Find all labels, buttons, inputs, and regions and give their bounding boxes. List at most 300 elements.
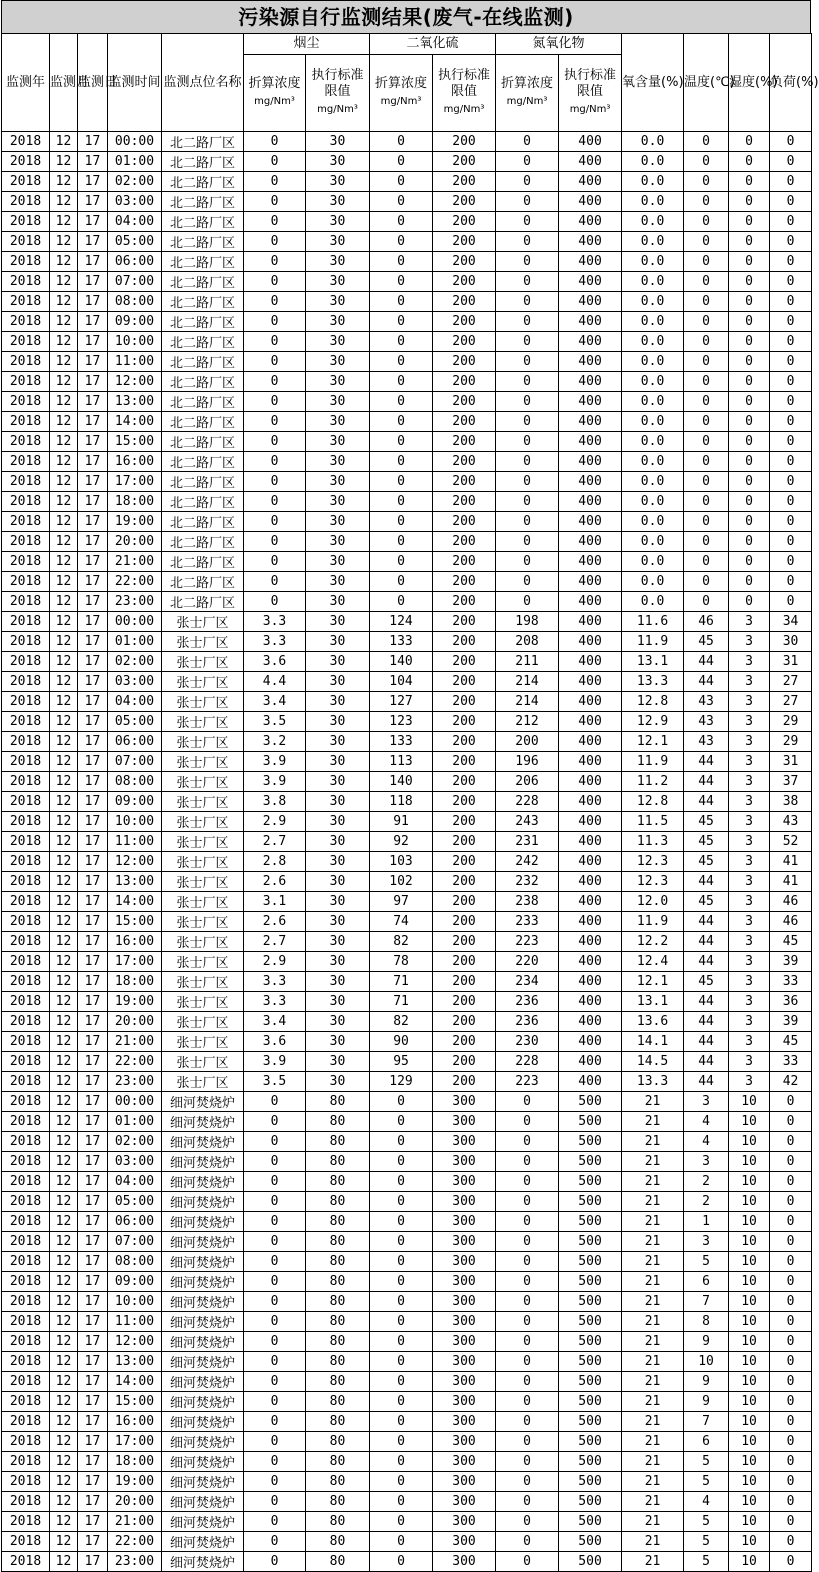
cell-dust-limit: 80 bbox=[306, 1492, 370, 1512]
cell-temp: 0 bbox=[684, 172, 729, 192]
cell-year: 2018 bbox=[2, 1152, 50, 1172]
cell-dust-conc: 3.6 bbox=[244, 652, 306, 672]
cell-temp: 0 bbox=[684, 232, 729, 252]
cell-point: 细河焚烧炉 bbox=[162, 1472, 244, 1492]
cell-humidity: 0 bbox=[729, 412, 770, 432]
cell-temp: 0 bbox=[684, 552, 729, 572]
cell-dust-limit: 80 bbox=[306, 1552, 370, 1572]
header-unit: mg/Nm³ bbox=[254, 96, 295, 107]
cell-dust-conc: 0 bbox=[244, 1412, 306, 1432]
cell-year: 2018 bbox=[2, 1332, 50, 1352]
table-row bbox=[2, 1092, 812, 1112]
cell-load: 27 bbox=[770, 692, 812, 712]
cell-dust-conc: 0 bbox=[244, 592, 306, 612]
cell-nox-conc: 0 bbox=[496, 1392, 559, 1412]
cell-nox-limit: 400 bbox=[559, 732, 622, 752]
cell-nox-limit: 500 bbox=[559, 1492, 622, 1512]
cell-so2-limit: 200 bbox=[433, 792, 496, 812]
cell-so2-limit: 200 bbox=[433, 852, 496, 872]
cell-oxygen: 0.0 bbox=[622, 152, 684, 172]
cell-dust-limit: 30 bbox=[306, 432, 370, 452]
cell-time: 13:00 bbox=[108, 872, 162, 892]
cell-dust-limit: 80 bbox=[306, 1152, 370, 1172]
cell-dust-limit: 80 bbox=[306, 1532, 370, 1552]
cell-oxygen: 21 bbox=[622, 1412, 684, 1432]
cell-year: 2018 bbox=[2, 1092, 50, 1112]
cell-so2-conc: 78 bbox=[370, 952, 433, 972]
cell-month: 12 bbox=[50, 952, 78, 972]
cell-humidity: 3 bbox=[729, 612, 770, 632]
cell-dust-conc: 3.3 bbox=[244, 612, 306, 632]
cell-year: 2018 bbox=[2, 1372, 50, 1392]
cell-day: 17 bbox=[78, 1292, 108, 1312]
cell-time: 18:00 bbox=[108, 1452, 162, 1472]
cell-point: 细河焚烧炉 bbox=[162, 1532, 244, 1552]
cell-load: 0 bbox=[770, 392, 812, 412]
cell-so2-conc: 92 bbox=[370, 832, 433, 852]
cell-dust-conc: 0 bbox=[244, 1092, 306, 1112]
cell-nox-conc: 196 bbox=[496, 752, 559, 772]
table-row bbox=[2, 1152, 812, 1172]
table-row bbox=[2, 472, 812, 492]
cell-nox-conc: 0 bbox=[496, 392, 559, 412]
cell-humidity: 0 bbox=[729, 172, 770, 192]
cell-dust-limit: 30 bbox=[306, 172, 370, 192]
cell-so2-conc: 102 bbox=[370, 872, 433, 892]
cell-oxygen: 14.1 bbox=[622, 1032, 684, 1052]
cell-month: 12 bbox=[50, 592, 78, 612]
cell-oxygen: 0.0 bbox=[622, 392, 684, 412]
cell-load: 38 bbox=[770, 792, 812, 812]
cell-oxygen: 0.0 bbox=[622, 452, 684, 472]
cell-month: 12 bbox=[50, 1232, 78, 1252]
cell-time: 07:00 bbox=[108, 752, 162, 772]
cell-temp: 5 bbox=[684, 1512, 729, 1532]
cell-nox-limit: 500 bbox=[559, 1212, 622, 1232]
cell-temp: 44 bbox=[684, 1072, 729, 1092]
cell-dust-conc: 0 bbox=[244, 1292, 306, 1312]
cell-year: 2018 bbox=[2, 1292, 50, 1312]
cell-year: 2018 bbox=[2, 1412, 50, 1432]
cell-humidity: 3 bbox=[729, 1072, 770, 1092]
cell-so2-conc: 133 bbox=[370, 732, 433, 752]
cell-humidity: 10 bbox=[729, 1212, 770, 1232]
cell-day: 17 bbox=[78, 512, 108, 532]
cell-oxygen: 21 bbox=[622, 1312, 684, 1332]
cell-month: 12 bbox=[50, 772, 78, 792]
cell-time: 17:00 bbox=[108, 472, 162, 492]
cell-so2-limit: 200 bbox=[433, 372, 496, 392]
cell-month: 12 bbox=[50, 1072, 78, 1092]
report-page bbox=[1, 0, 819, 1572]
cell-month: 12 bbox=[50, 1312, 78, 1332]
cell-dust-conc: 2.6 bbox=[244, 872, 306, 892]
cell-point: 细河焚烧炉 bbox=[162, 1492, 244, 1512]
cell-month: 12 bbox=[50, 1212, 78, 1232]
cell-point: 北二路厂区 bbox=[162, 212, 244, 232]
header-conc-label: 折算浓度 bbox=[248, 76, 301, 91]
cell-month: 12 bbox=[50, 1052, 78, 1072]
cell-humidity: 3 bbox=[729, 852, 770, 872]
cell-so2-limit: 300 bbox=[433, 1432, 496, 1452]
cell-humidity: 10 bbox=[729, 1312, 770, 1332]
cell-so2-conc: 104 bbox=[370, 672, 433, 692]
cell-nox-conc: 0 bbox=[496, 1092, 559, 1112]
cell-nox-conc: 234 bbox=[496, 972, 559, 992]
cell-dust-limit: 30 bbox=[306, 612, 370, 632]
cell-time: 21:00 bbox=[108, 552, 162, 572]
cell-nox-limit: 400 bbox=[559, 572, 622, 592]
cell-point: 北二路厂区 bbox=[162, 152, 244, 172]
cell-so2-conc: 0 bbox=[370, 1292, 433, 1312]
cell-nox-conc: 0 bbox=[496, 1532, 559, 1552]
cell-time: 22:00 bbox=[108, 1052, 162, 1072]
cell-nox-conc: 0 bbox=[496, 1292, 559, 1312]
cell-day: 17 bbox=[78, 592, 108, 612]
cell-oxygen: 0.0 bbox=[622, 492, 684, 512]
cell-dust-limit: 30 bbox=[306, 552, 370, 572]
cell-day: 17 bbox=[78, 672, 108, 692]
cell-year: 2018 bbox=[2, 1272, 50, 1292]
cell-dust-limit: 80 bbox=[306, 1212, 370, 1232]
cell-so2-conc: 0 bbox=[370, 252, 433, 272]
cell-nox-conc: 0 bbox=[496, 572, 559, 592]
cell-year: 2018 bbox=[2, 892, 50, 912]
cell-month: 12 bbox=[50, 1512, 78, 1532]
cell-point: 细河焚烧炉 bbox=[162, 1232, 244, 1252]
cell-month: 12 bbox=[50, 1012, 78, 1032]
table-row bbox=[2, 392, 812, 412]
cell-nox-conc: 223 bbox=[496, 932, 559, 952]
cell-so2-conc: 0 bbox=[370, 552, 433, 572]
cell-dust-limit: 30 bbox=[306, 272, 370, 292]
cell-so2-conc: 71 bbox=[370, 972, 433, 992]
cell-oxygen: 21 bbox=[622, 1172, 684, 1192]
header-conc-label: 折算浓度 bbox=[501, 76, 554, 91]
table-row bbox=[2, 632, 812, 652]
cell-temp: 0 bbox=[684, 592, 729, 612]
cell-oxygen: 0.0 bbox=[622, 352, 684, 372]
cell-nox-conc: 0 bbox=[496, 1312, 559, 1332]
cell-month: 12 bbox=[50, 692, 78, 712]
table-row bbox=[2, 1332, 812, 1352]
cell-year: 2018 bbox=[2, 1112, 50, 1132]
cell-temp: 0 bbox=[684, 572, 729, 592]
cell-so2-limit: 200 bbox=[433, 532, 496, 552]
cell-load: 0 bbox=[770, 1232, 812, 1252]
cell-oxygen: 0.0 bbox=[622, 232, 684, 252]
cell-load: 42 bbox=[770, 1072, 812, 1092]
cell-day: 17 bbox=[78, 892, 108, 912]
cell-load: 0 bbox=[770, 1192, 812, 1212]
cell-nox-conc: 0 bbox=[496, 1212, 559, 1232]
cell-dust-conc: 3.4 bbox=[244, 1012, 306, 1032]
cell-load: 0 bbox=[770, 1212, 812, 1232]
cell-so2-limit: 200 bbox=[433, 132, 496, 152]
cell-temp: 0 bbox=[684, 132, 729, 152]
cell-day: 17 bbox=[78, 1352, 108, 1372]
cell-point: 张士厂区 bbox=[162, 792, 244, 812]
cell-nox-conc: 228 bbox=[496, 792, 559, 812]
cell-so2-conc: 0 bbox=[370, 212, 433, 232]
cell-time: 01:00 bbox=[108, 152, 162, 172]
cell-month: 12 bbox=[50, 1112, 78, 1132]
cell-dust-limit: 80 bbox=[306, 1292, 370, 1312]
cell-oxygen: 21 bbox=[622, 1352, 684, 1372]
cell-month: 12 bbox=[50, 1392, 78, 1412]
cell-dust-limit: 80 bbox=[306, 1172, 370, 1192]
cell-month: 12 bbox=[50, 892, 78, 912]
cell-so2-limit: 200 bbox=[433, 972, 496, 992]
cell-year: 2018 bbox=[2, 732, 50, 752]
cell-so2-limit: 200 bbox=[433, 692, 496, 712]
cell-day: 17 bbox=[78, 1232, 108, 1252]
cell-oxygen: 21 bbox=[622, 1272, 684, 1292]
cell-dust-limit: 80 bbox=[306, 1512, 370, 1532]
cell-dust-limit: 30 bbox=[306, 452, 370, 472]
cell-time: 23:00 bbox=[108, 1072, 162, 1092]
cell-load: 0 bbox=[770, 1472, 812, 1492]
cell-time: 08:00 bbox=[108, 292, 162, 312]
cell-month: 12 bbox=[50, 752, 78, 772]
cell-point: 北二路厂区 bbox=[162, 452, 244, 472]
cell-time: 15:00 bbox=[108, 432, 162, 452]
cell-time: 14:00 bbox=[108, 1372, 162, 1392]
cell-temp: 44 bbox=[684, 772, 729, 792]
cell-so2-conc: 0 bbox=[370, 1432, 433, 1452]
cell-oxygen: 12.4 bbox=[622, 952, 684, 972]
cell-point: 张士厂区 bbox=[162, 1012, 244, 1032]
cell-so2-limit: 300 bbox=[433, 1232, 496, 1252]
cell-so2-conc: 0 bbox=[370, 1152, 433, 1172]
header-dust-conc bbox=[244, 55, 306, 132]
cell-so2-limit: 200 bbox=[433, 712, 496, 732]
cell-load: 39 bbox=[770, 952, 812, 972]
cell-dust-conc: 3.3 bbox=[244, 972, 306, 992]
cell-point: 张士厂区 bbox=[162, 1032, 244, 1052]
cell-oxygen: 21 bbox=[622, 1212, 684, 1232]
cell-year: 2018 bbox=[2, 1172, 50, 1192]
cell-oxygen: 0.0 bbox=[622, 292, 684, 312]
cell-dust-limit: 80 bbox=[306, 1192, 370, 1212]
cell-so2-limit: 300 bbox=[433, 1452, 496, 1472]
cell-nox-conc: 0 bbox=[496, 292, 559, 312]
cell-temp: 44 bbox=[684, 1032, 729, 1052]
cell-load: 0 bbox=[770, 592, 812, 612]
cell-humidity: 10 bbox=[729, 1132, 770, 1152]
cell-day: 17 bbox=[78, 1392, 108, 1412]
cell-so2-conc: 0 bbox=[370, 472, 433, 492]
cell-year: 2018 bbox=[2, 552, 50, 572]
cell-humidity: 0 bbox=[729, 512, 770, 532]
cell-nox-limit: 500 bbox=[559, 1172, 622, 1192]
cell-so2-conc: 82 bbox=[370, 932, 433, 952]
cell-time: 05:00 bbox=[108, 1192, 162, 1212]
table-row bbox=[2, 152, 812, 172]
cell-nox-limit: 500 bbox=[559, 1112, 622, 1132]
cell-temp: 7 bbox=[684, 1292, 729, 1312]
cell-load: 0 bbox=[770, 352, 812, 372]
cell-dust-conc: 0 bbox=[244, 252, 306, 272]
cell-oxygen: 0.0 bbox=[622, 212, 684, 232]
cell-day: 17 bbox=[78, 432, 108, 452]
cell-load: 0 bbox=[770, 1452, 812, 1472]
cell-so2-limit: 200 bbox=[433, 1012, 496, 1032]
cell-time: 02:00 bbox=[108, 1132, 162, 1152]
cell-load: 0 bbox=[770, 1412, 812, 1432]
cell-oxygen: 0.0 bbox=[622, 572, 684, 592]
table-row bbox=[2, 952, 812, 972]
cell-temp: 0 bbox=[684, 512, 729, 532]
cell-dust-conc: 0 bbox=[244, 1472, 306, 1492]
cell-day: 17 bbox=[78, 912, 108, 932]
cell-temp: 0 bbox=[684, 492, 729, 512]
cell-day: 17 bbox=[78, 1312, 108, 1332]
cell-load: 46 bbox=[770, 912, 812, 932]
cell-oxygen: 0.0 bbox=[622, 552, 684, 572]
cell-time: 09:00 bbox=[108, 312, 162, 332]
cell-temp: 0 bbox=[684, 412, 729, 432]
cell-so2-limit: 200 bbox=[433, 412, 496, 432]
cell-humidity: 0 bbox=[729, 452, 770, 472]
cell-so2-conc: 0 bbox=[370, 352, 433, 372]
cell-point: 细河焚烧炉 bbox=[162, 1452, 244, 1472]
cell-point: 北二路厂区 bbox=[162, 312, 244, 332]
cell-year: 2018 bbox=[2, 312, 50, 332]
cell-temp: 1 bbox=[684, 1212, 729, 1232]
cell-so2-limit: 200 bbox=[433, 172, 496, 192]
cell-dust-conc: 3.2 bbox=[244, 732, 306, 752]
cell-so2-limit: 200 bbox=[433, 812, 496, 832]
cell-year: 2018 bbox=[2, 1212, 50, 1232]
table-row bbox=[2, 252, 812, 272]
cell-nox-conc: 0 bbox=[496, 372, 559, 392]
cell-dust-conc: 0 bbox=[244, 352, 306, 372]
cell-load: 0 bbox=[770, 1532, 812, 1552]
cell-nox-conc: 0 bbox=[496, 332, 559, 352]
cell-humidity: 10 bbox=[729, 1452, 770, 1472]
cell-year: 2018 bbox=[2, 492, 50, 512]
table-row bbox=[2, 1192, 812, 1212]
table-row bbox=[2, 1052, 812, 1072]
cell-nox-conc: 0 bbox=[496, 132, 559, 152]
cell-so2-conc: 0 bbox=[370, 1192, 433, 1212]
table-row bbox=[2, 272, 812, 292]
cell-time: 10:00 bbox=[108, 812, 162, 832]
cell-load: 0 bbox=[770, 1512, 812, 1532]
cell-dust-conc: 3.9 bbox=[244, 752, 306, 772]
cell-oxygen: 0.0 bbox=[622, 472, 684, 492]
cell-year: 2018 bbox=[2, 192, 50, 212]
cell-day: 17 bbox=[78, 492, 108, 512]
cell-dust-limit: 30 bbox=[306, 872, 370, 892]
cell-dust-conc: 0 bbox=[244, 1172, 306, 1192]
cell-dust-conc: 0 bbox=[244, 1152, 306, 1172]
cell-nox-limit: 400 bbox=[559, 1052, 622, 1072]
cell-nox-conc: 206 bbox=[496, 772, 559, 792]
cell-humidity: 0 bbox=[729, 312, 770, 332]
cell-oxygen: 0.0 bbox=[622, 172, 684, 192]
cell-load: 0 bbox=[770, 372, 812, 392]
cell-dust-limit: 30 bbox=[306, 592, 370, 612]
cell-nox-limit: 400 bbox=[559, 472, 622, 492]
cell-dust-conc: 3.6 bbox=[244, 1032, 306, 1052]
cell-year: 2018 bbox=[2, 152, 50, 172]
cell-load: 0 bbox=[770, 1292, 812, 1312]
cell-time: 01:00 bbox=[108, 632, 162, 652]
cell-nox-conc: 214 bbox=[496, 692, 559, 712]
cell-dust-limit: 80 bbox=[306, 1412, 370, 1432]
cell-load: 29 bbox=[770, 732, 812, 752]
cell-point: 细河焚烧炉 bbox=[162, 1352, 244, 1372]
cell-nox-limit: 500 bbox=[559, 1152, 622, 1172]
cell-day: 17 bbox=[78, 1412, 108, 1432]
cell-dust-conc: 0 bbox=[244, 212, 306, 232]
cell-load: 0 bbox=[770, 1252, 812, 1272]
cell-temp: 4 bbox=[684, 1112, 729, 1132]
cell-month: 12 bbox=[50, 1172, 78, 1192]
cell-month: 12 bbox=[50, 1552, 78, 1572]
cell-so2-conc: 0 bbox=[370, 1352, 433, 1372]
cell-dust-limit: 30 bbox=[306, 832, 370, 852]
cell-year: 2018 bbox=[2, 872, 50, 892]
cell-nox-limit: 400 bbox=[559, 832, 622, 852]
cell-temp: 0 bbox=[684, 432, 729, 452]
table-row bbox=[2, 1292, 812, 1312]
cell-nox-conc: 0 bbox=[496, 352, 559, 372]
cell-so2-conc: 118 bbox=[370, 792, 433, 812]
table-row bbox=[2, 452, 812, 472]
table-row bbox=[2, 872, 812, 892]
cell-time: 01:00 bbox=[108, 1112, 162, 1132]
cell-time: 07:00 bbox=[108, 1232, 162, 1252]
cell-nox-conc: 0 bbox=[496, 432, 559, 452]
cell-month: 12 bbox=[50, 872, 78, 892]
cell-year: 2018 bbox=[2, 372, 50, 392]
cell-nox-conc: 0 bbox=[496, 1112, 559, 1132]
cell-load: 0 bbox=[770, 232, 812, 252]
cell-humidity: 0 bbox=[729, 272, 770, 292]
cell-temp: 5 bbox=[684, 1452, 729, 1472]
cell-oxygen: 12.3 bbox=[622, 852, 684, 872]
cell-year: 2018 bbox=[2, 1492, 50, 1512]
cell-dust-limit: 30 bbox=[306, 292, 370, 312]
cell-humidity: 3 bbox=[729, 652, 770, 672]
cell-dust-limit: 80 bbox=[306, 1252, 370, 1272]
cell-load: 0 bbox=[770, 172, 812, 192]
table-row bbox=[2, 1452, 812, 1472]
cell-dust-limit: 80 bbox=[306, 1472, 370, 1492]
cell-nox-conc: 236 bbox=[496, 992, 559, 1012]
table-row bbox=[2, 352, 812, 372]
cell-point: 北二路厂区 bbox=[162, 472, 244, 492]
cell-year: 2018 bbox=[2, 292, 50, 312]
cell-dust-limit: 30 bbox=[306, 772, 370, 792]
cell-so2-limit: 300 bbox=[433, 1112, 496, 1132]
cell-so2-limit: 200 bbox=[433, 652, 496, 672]
cell-so2-conc: 140 bbox=[370, 652, 433, 672]
cell-year: 2018 bbox=[2, 1072, 50, 1092]
cell-oxygen: 21 bbox=[622, 1532, 684, 1552]
cell-so2-conc: 0 bbox=[370, 332, 433, 352]
cell-time: 05:00 bbox=[108, 232, 162, 252]
cell-year: 2018 bbox=[2, 672, 50, 692]
cell-so2-limit: 200 bbox=[433, 832, 496, 852]
cell-dust-limit: 30 bbox=[306, 492, 370, 512]
cell-so2-limit: 300 bbox=[433, 1472, 496, 1492]
cell-humidity: 3 bbox=[729, 952, 770, 972]
cell-month: 12 bbox=[50, 1412, 78, 1432]
